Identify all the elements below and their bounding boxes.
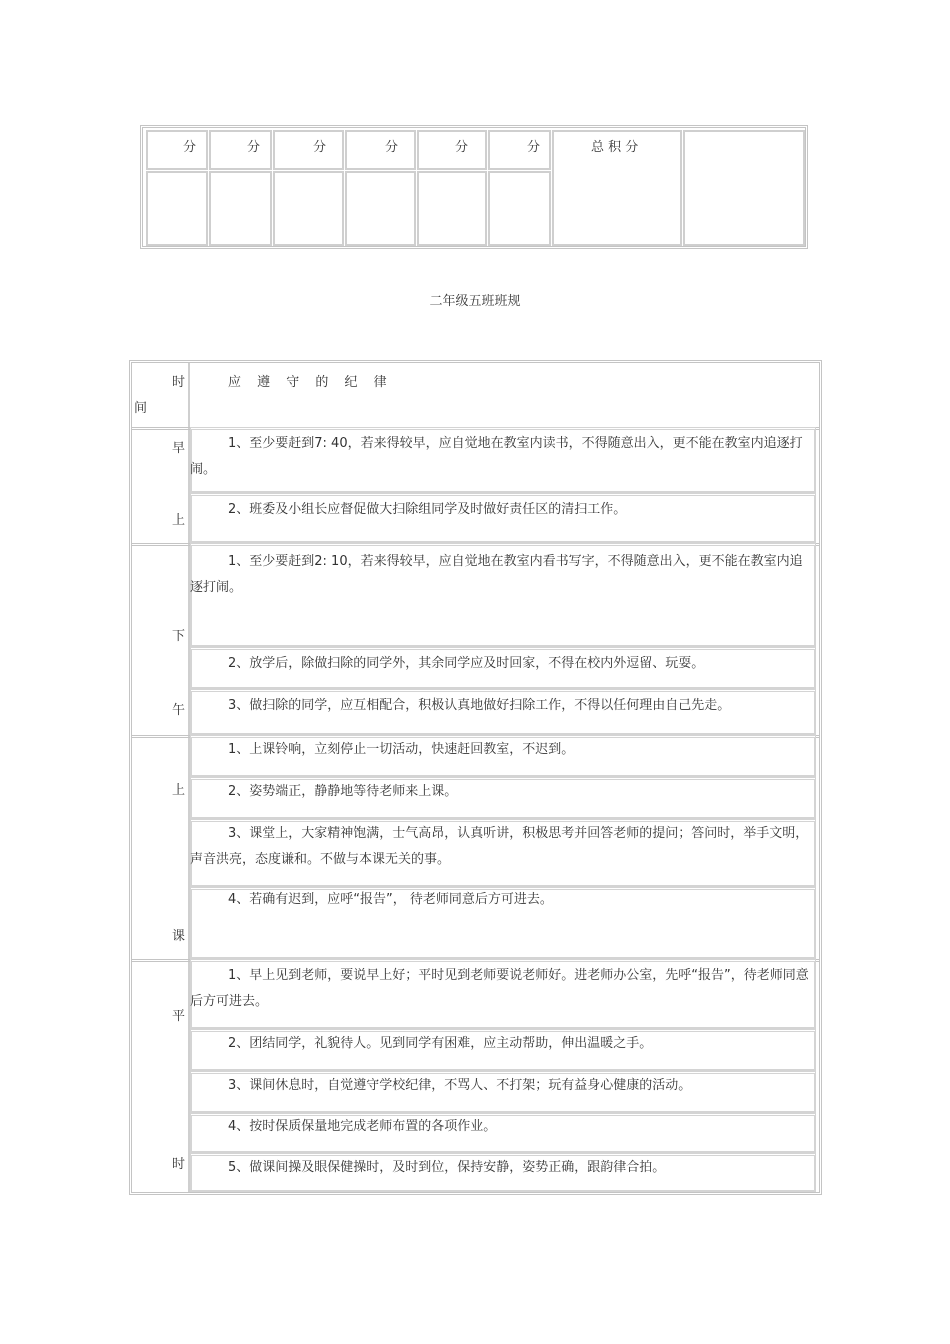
section-char-shang2: 上 <box>172 783 186 798</box>
rule-text: 1、早上见到老师，要说早上好；平时见到老师要说老师好。进老师办公室，先呼“报告”，待老师同意后方可进去。 <box>190 968 809 1009</box>
section-char-zao: 早 <box>172 441 186 456</box>
score-header-cell <box>417 130 487 170</box>
score-value-cell <box>209 171 272 246</box>
rule-text: 2、姿势端正，静静地等待老师来上课。 <box>228 784 458 799</box>
section-char-xia: 下 <box>172 629 186 644</box>
fen-label: 分 <box>313 140 327 155</box>
time-header-top: 时 <box>172 375 186 390</box>
time-header-bottom: 间 <box>134 401 148 416</box>
fen-label: 分 <box>183 140 197 155</box>
rule-text: 2、团结同学，礼貌待人。见到同学有困难，应主动帮助，伸出温暖之手。 <box>228 1036 653 1051</box>
total-score-label: 总 积 分 <box>591 140 639 155</box>
rule-text: 3、做扫除的同学，应互相配合，积极认真地做好扫除工作，不得以任何理由自己先走。 <box>228 698 731 713</box>
rule-text: 4、按时保质保量地完成老师布置的各项作业。 <box>228 1119 497 1134</box>
rule-text: 1、至少要赶到2: 10，若来得较早，应自觉地在教室内看书写字，不得随意出入，更不能在教室内追逐打闹。 <box>190 554 803 595</box>
rule-text: 1、至少要赶到7: 40，若来得较早，应自觉地在教室内读书，不得随意出入，更不能在教室内追逐打闹。 <box>190 436 803 477</box>
rule-text: 1、上课铃响，立刻停止一切活动，快速赶回教室，不迟到。 <box>228 742 575 757</box>
section-char-ping: 平 <box>172 1009 186 1024</box>
fen-label: 分 <box>455 140 469 155</box>
rule-text: 5、做课间操及眼保健操时，及时到位，保持安静，姿势正确，跟韵律合拍。 <box>228 1160 666 1175</box>
rule-text: 3、课间休息时，自觉遵守学校纪律，不骂人、不打架；玩有益身心健康的活动。 <box>228 1078 692 1093</box>
score-header-cell <box>209 130 272 170</box>
page-title: 二年级五班班规 <box>429 294 521 309</box>
score-header-cell <box>146 130 208 170</box>
rule-text: 2、班委及小组长应督促做大扫除组同学及时做好责任区的清扫工作。 <box>228 502 627 517</box>
score-value-cell <box>273 171 344 246</box>
score-table <box>140 125 808 249</box>
section-char-shi: 时 <box>172 1157 186 1172</box>
fen-label: 分 <box>527 140 541 155</box>
score-header-cell <box>273 130 344 170</box>
section-char-ke: 课 <box>172 929 186 944</box>
score-value-cell <box>488 171 551 246</box>
rules-header: 应 遵 守 的 纪 律 <box>228 375 393 390</box>
total-score-value-cell <box>683 130 805 246</box>
section-char-wu: 午 <box>172 703 186 718</box>
rule-text: 4、若确有迟到，应呼“报告”， 待老师同意后方可进去。 <box>228 892 553 907</box>
rules-table <box>129 360 822 1195</box>
score-value-cell <box>417 171 487 246</box>
score-value-cell <box>146 171 208 246</box>
score-value-cell <box>345 171 416 246</box>
rule-text: 2、放学后，除做扫除的同学外，其余同学应及时回家，不得在校内外逗留、玩耍。 <box>228 656 705 671</box>
rule-text: 3、课堂上，大家精神饱满，士气高昂，认真听讲，积极思考并回答老师的提问；答问时，举手文明，声音洪亮，态度谦和。不做与本课无关的事。 <box>190 826 809 867</box>
score-header-cell <box>345 130 416 170</box>
score-header-cell <box>488 130 551 170</box>
section-char-shang: 上 <box>172 513 186 528</box>
fen-label: 分 <box>385 140 399 155</box>
fen-label: 分 <box>247 140 261 155</box>
